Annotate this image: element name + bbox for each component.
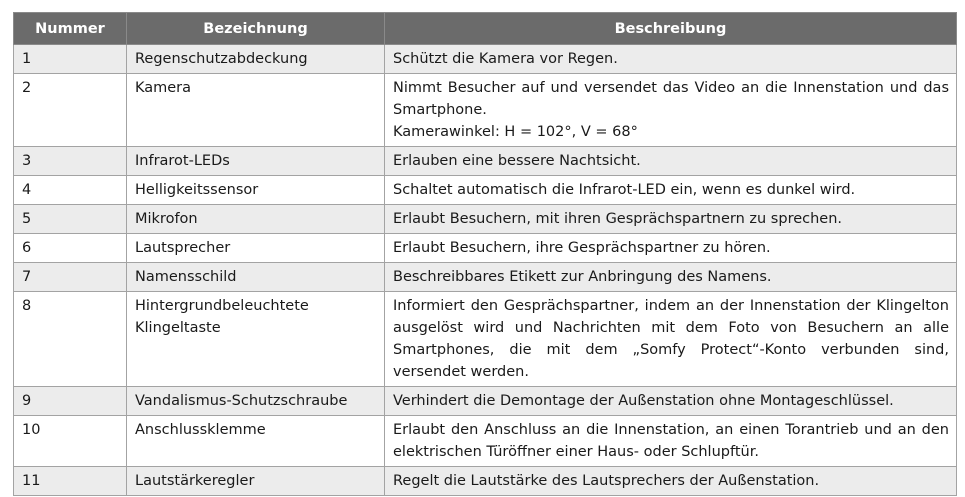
header-bezeichnung: Bezeichnung [127, 13, 385, 45]
cell-beschreibung [385, 45, 957, 74]
kamerawinkel-text: Kamerawinkel: H = 102°, V = 68° [393, 124, 638, 140]
table-row [14, 234, 957, 263]
cell-bezeichnung: Regenschutzabdeckung [127, 45, 385, 74]
beschreibung-text: Schaltet automatisch die Infrarot-LED ein, wenn es dunkel wird. [393, 182, 856, 198]
beschreibung-text: Erlauben eine bessere Nachtsicht. [393, 153, 641, 169]
cell-bezeichnung: Infrarot-LEDs [127, 147, 385, 176]
table-row [14, 205, 957, 234]
cell-beschreibung [385, 416, 957, 467]
cell-nummer: 11 [14, 467, 127, 496]
table-row [14, 467, 957, 496]
header-nummer: Nummer [14, 13, 127, 45]
cell-beschreibung [385, 205, 957, 234]
cell-nummer: 9 [14, 387, 127, 416]
cell-nummer: 4 [14, 176, 127, 205]
beschreibung-text: Nimmt Besucher auf und versendet das Video an die Innenstation und das Smartphone. [393, 80, 949, 118]
cell-beschreibung [385, 467, 957, 496]
cell-bezeichnung: Lautsprecher [127, 234, 385, 263]
beschreibung-text: Erlaubt Besuchern, ihre Gesprächspartner zu hören. [393, 240, 771, 256]
table-row [14, 263, 957, 292]
cell-beschreibung [385, 387, 957, 416]
cell-nummer: 2 [14, 74, 127, 147]
cell-beschreibung [385, 74, 957, 147]
cell-beschreibung [385, 263, 957, 292]
cell-beschreibung [385, 234, 957, 263]
beschreibung-text: Informiert den Gesprächspartner, indem an der Innenstation der Klingelton ausgelöst wird und Nachrichten mit dem Foto von Besuchern an alle Smartphones, die mit dem „Somfy Protect“-Konto verbunden sind, versendet werden. [393, 298, 949, 380]
cell-nummer: 8 [14, 292, 127, 387]
cell-bezeichnung: Mikrofon [127, 205, 385, 234]
beschreibung-text: Verhindert die Demontage der Außenstation ohne Montageschlüssel. [393, 393, 894, 409]
table-row [14, 292, 957, 387]
cell-bezeichnung: Vandalismus-Schutzschraube [127, 387, 385, 416]
cell-nummer: 7 [14, 263, 127, 292]
table-row [14, 147, 957, 176]
cell-bezeichnung: Kamera [127, 74, 385, 147]
cell-beschreibung [385, 176, 957, 205]
cell-beschreibung [385, 147, 957, 176]
beschreibung-text: Erlaubt Besuchern, mit ihren Gesprächspartnern zu sprechen. [393, 211, 843, 227]
component-table-container [13, 12, 956, 496]
table-row [14, 74, 957, 147]
cell-beschreibung [385, 292, 957, 387]
cell-nummer: 6 [14, 234, 127, 263]
table-row [14, 176, 957, 205]
table-row [14, 416, 957, 467]
cell-bezeichnung: Anschlussklemme [127, 416, 385, 467]
table-header-row [14, 13, 957, 45]
cell-bezeichnung: Lautstärkeregler [127, 467, 385, 496]
cell-bezeichnung: Namensschild [127, 263, 385, 292]
beschreibung-text: Beschreibbares Etikett zur Anbringung des Namens. [393, 269, 772, 285]
cell-bezeichnung: Hintergrundbeleuchtete Klingeltaste [127, 292, 385, 387]
cell-nummer: 3 [14, 147, 127, 176]
table-row [14, 387, 957, 416]
beschreibung-text: Schützt die Kamera vor Regen. [393, 51, 618, 67]
cell-bezeichnung: Helligkeitssensor [127, 176, 385, 205]
table-row [14, 45, 957, 74]
component-table [13, 12, 957, 496]
header-beschreibung: Beschreibung [385, 13, 957, 45]
beschreibung-text: Erlaubt den Anschluss an die Innenstation, an einen Torantrieb und an den elektrischen Türöffner einer Haus- oder Schlupftür. [393, 422, 949, 460]
cell-nummer: 10 [14, 416, 127, 467]
beschreibung-text: Regelt die Lautstärke des Lautsprechers der Außenstation. [393, 473, 820, 489]
cell-nummer: 5 [14, 205, 127, 234]
cell-nummer: 1 [14, 45, 127, 74]
